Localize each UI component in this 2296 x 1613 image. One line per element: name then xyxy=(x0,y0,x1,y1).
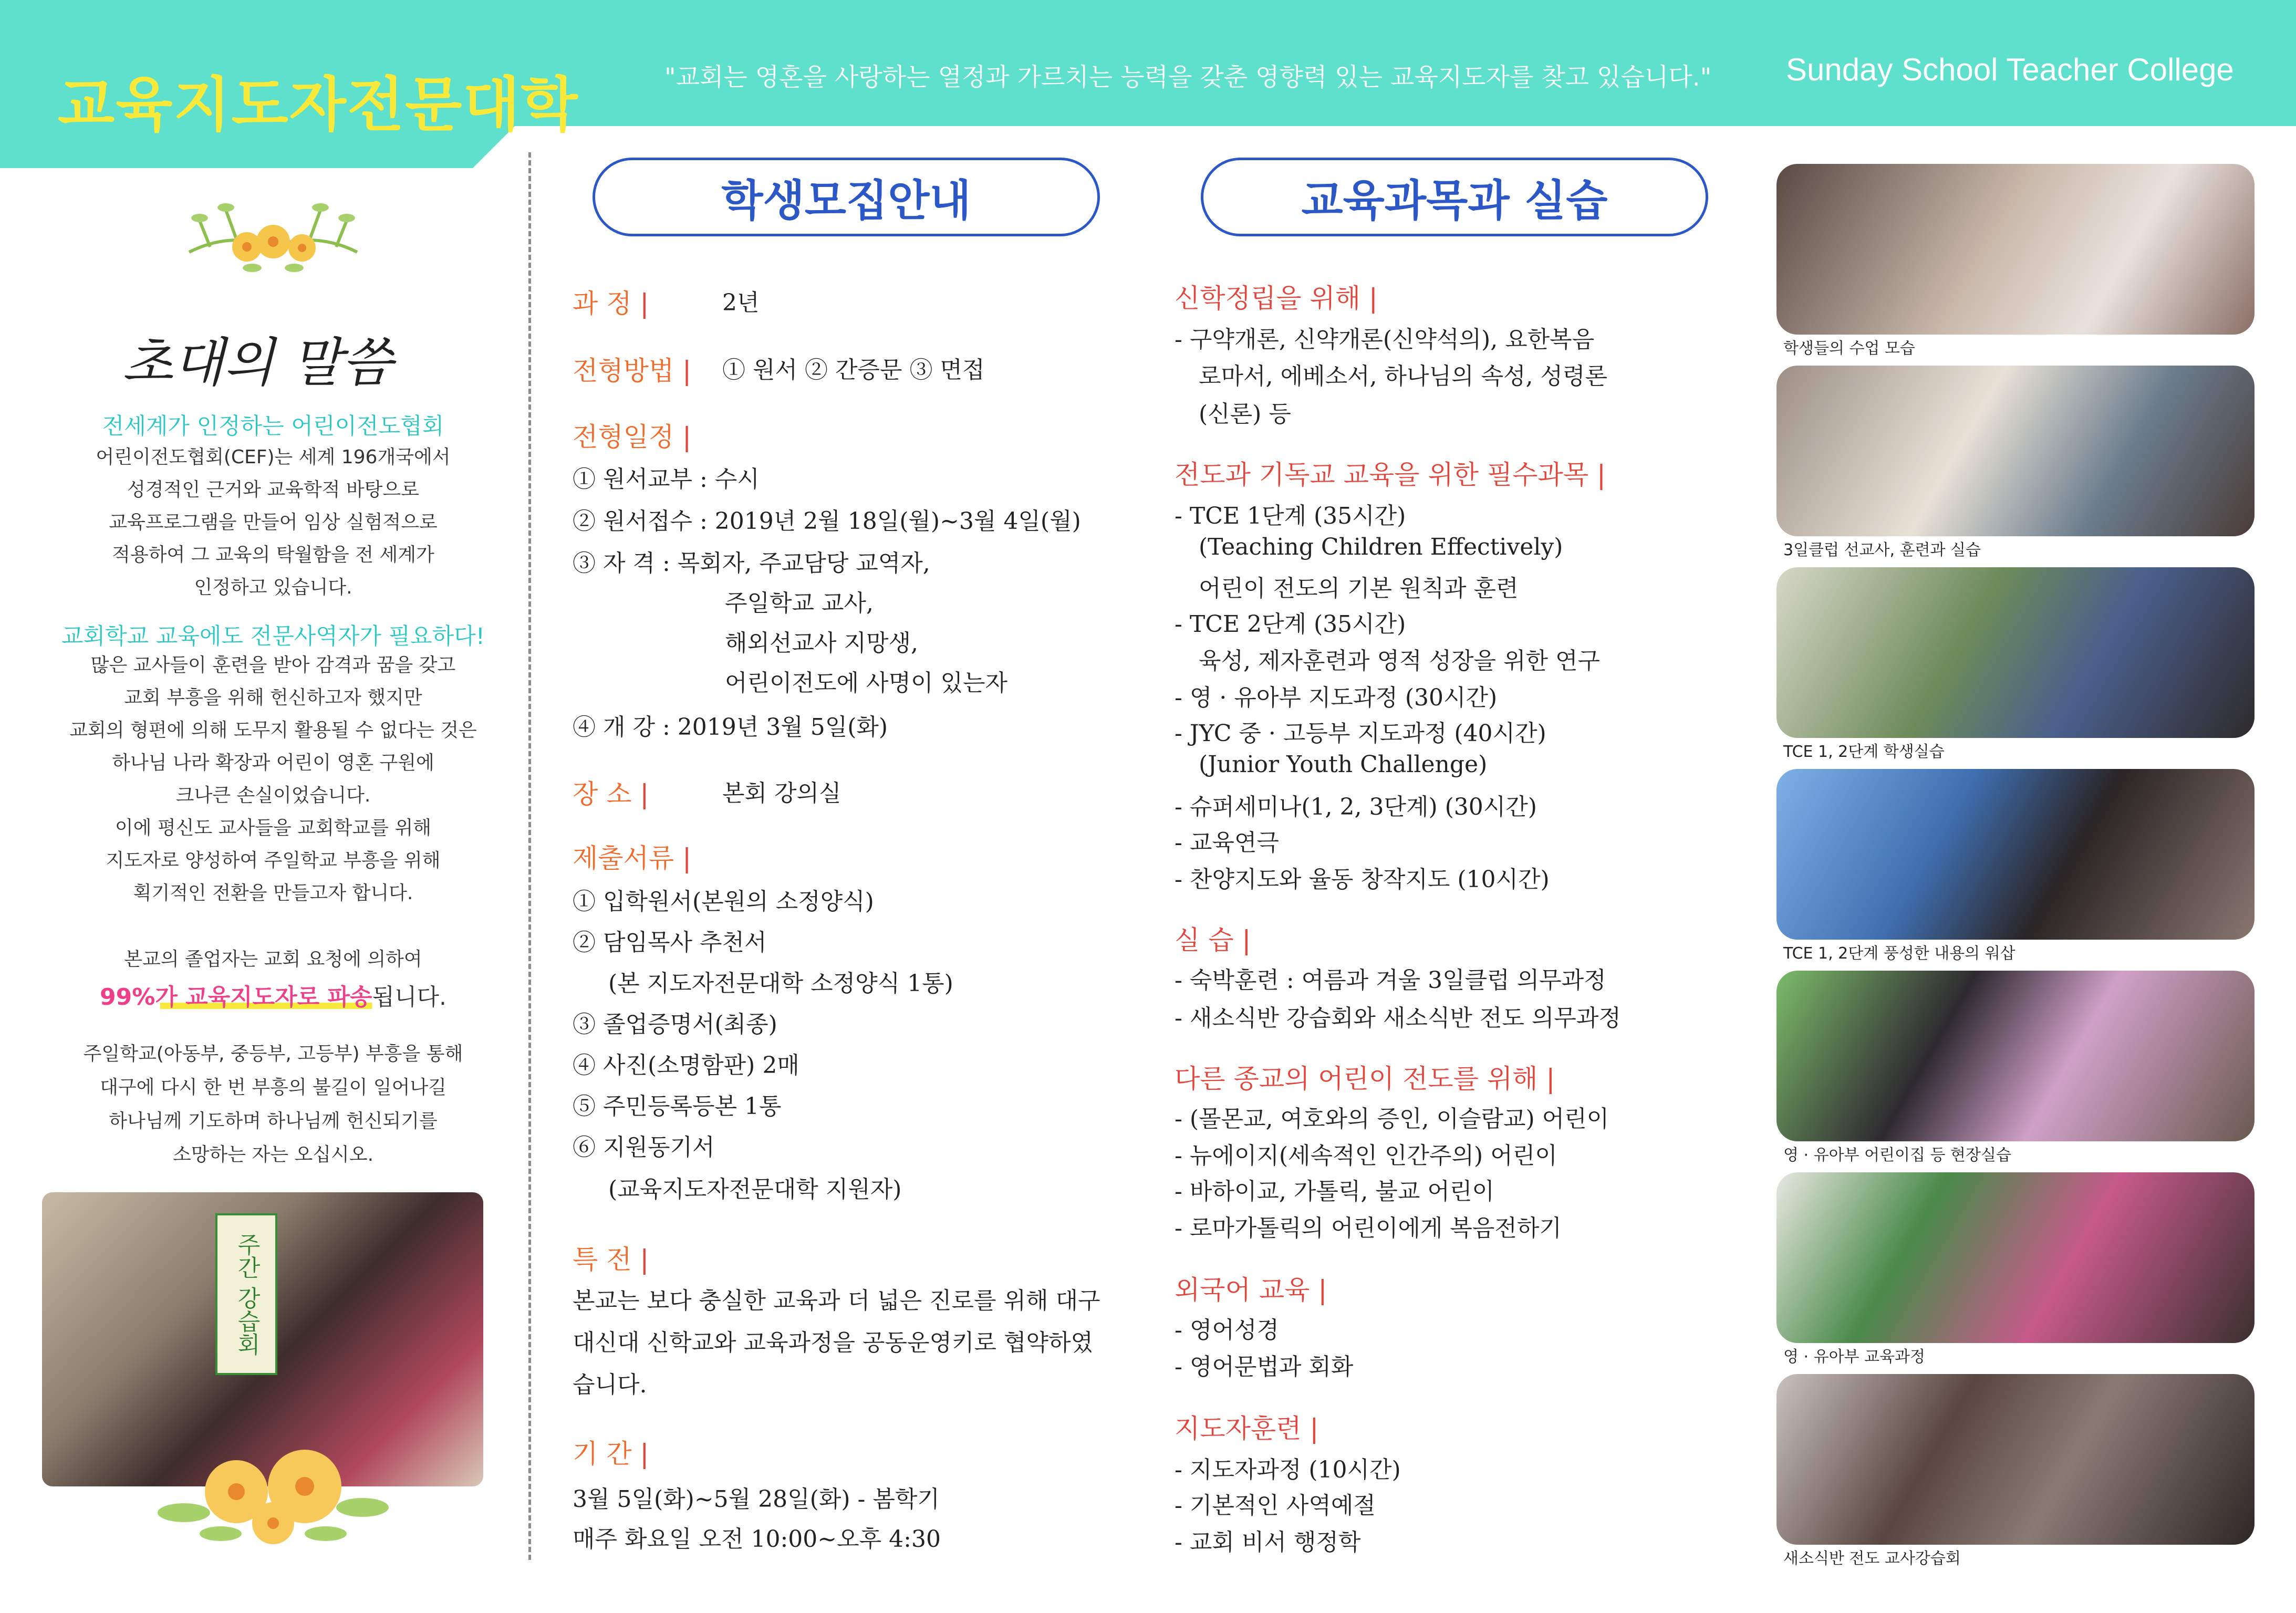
schedule-label-text: 전형일정 xyxy=(573,422,674,452)
tce-practice-photo xyxy=(1776,567,2255,738)
document-item: ① 입학원서(본원의 소정양식) xyxy=(573,888,874,915)
document-item: ⑤ 주민등록등본 1통 xyxy=(573,1093,782,1120)
photo-caption: TCE 1, 2단계 학생실습 xyxy=(1783,743,1945,761)
document-item: (본 지도자전문대학 소정양식 1통) xyxy=(608,970,953,997)
method-label-text: 전형방법 xyxy=(573,356,674,386)
required-line: 육성, 제자훈련과 영적 성장을 위한 연구 xyxy=(1199,648,1600,674)
required-line: - 영 · 유아부 지도과정 (30시간) xyxy=(1175,684,1498,711)
course-label: 과 정 | xyxy=(573,288,649,319)
feature-line: 대신대 신학교와 교육과정을 공동운영키로 협약하였 xyxy=(573,1329,1094,1356)
dashed-divider xyxy=(528,152,531,1560)
photo-caption: TCE 1, 2단계 풍성한 내용의 워삽 xyxy=(1783,944,2016,963)
feature-label-text: 특 전 xyxy=(573,1244,632,1275)
tce-workshop-photo xyxy=(1776,769,2255,940)
left-para2-line: 크나큰 손실이었습니다. xyxy=(175,785,371,806)
practice-line: - 새소식반 강습회와 새소식반 전도 의무과정 xyxy=(1175,1005,1621,1032)
document-item: ④ 사진(소명함판) 2매 xyxy=(573,1052,799,1079)
document-item: ③ 졸업증명서(최종) xyxy=(573,1011,777,1038)
left-para1-line: 어린이전도협회(CEF)는 세계 196개국에서 xyxy=(96,446,451,468)
preschool-course-photo xyxy=(1776,1172,2255,1343)
schedule-item: ④ 개 강 : 2019년 3월 5일(화) xyxy=(573,714,888,741)
left-para2-line: 획기적인 전환을 만들고자 합니다. xyxy=(133,882,413,904)
required-line: - TCE 2단계 (35시간) xyxy=(1175,611,1406,638)
section-other-religions: 다른 종교의 어린이 전도를 위해 | xyxy=(1175,1064,1555,1094)
method-value: ① 원서 ② 간증문 ③ 면접 xyxy=(722,357,985,383)
left-para2-line: 많은 교사들이 훈련을 받아 감격과 꿈을 갖고 xyxy=(90,654,456,676)
documents-label: 제출서류 | xyxy=(573,843,691,873)
left-para3-line: 주일학교(아동부, 중등부, 고등부) 부흥을 통해 xyxy=(83,1043,463,1065)
section-practice: 실 습 | xyxy=(1175,925,1251,955)
documents-label-text: 제출서류 xyxy=(573,843,674,873)
schedule-item: 주일학교 교사, xyxy=(725,590,874,617)
photo-caption: 학생들의 수업 모습 xyxy=(1783,339,1915,358)
required-line: - 슈퍼세미나(1, 2, 3단계) (30시간) xyxy=(1175,794,1537,820)
schedule-item: ③ 자 격 : 목회자, 주교담당 교역자, xyxy=(573,550,930,577)
english-name: Sunday School Teacher College xyxy=(1786,52,2234,87)
graduate-line: 본교의 졸업자는 교회 요청에 의하여 xyxy=(124,949,422,970)
course-value: 2년 xyxy=(722,289,760,316)
left-para1-line: 인정하고 있습니다. xyxy=(194,577,352,598)
preschool-field-photo xyxy=(1776,971,2255,1141)
other-religions-line: - 로마가톨릭의 어린이에게 복음전하기 xyxy=(1175,1215,1562,1242)
method-label: 전형방법 | xyxy=(573,356,691,386)
schedule-item: ① 원서교부 : 수시 xyxy=(573,466,760,493)
photo-caption: 영 · 유아부 교육과정 xyxy=(1783,1348,1925,1366)
other-religions-line: - 뉴에이지(세속적인 인간주의) 어린이 xyxy=(1175,1142,1557,1169)
section-leader-training: 지도자훈련 | xyxy=(1175,1413,1319,1444)
leader-training-line: - 교회 비서 행정학 xyxy=(1175,1529,1361,1556)
college-title: 교육지도자전문대학 xyxy=(58,71,579,139)
section-foreign-language-text: 외국어 교육 xyxy=(1175,1275,1310,1305)
place-label: 장 소 | xyxy=(573,779,649,809)
feature-line: 본교는 보다 충실한 교육과 더 넓은 진로를 위해 대구 xyxy=(573,1287,1100,1314)
foreign-language-line: - 영어문법과 회화 xyxy=(1175,1354,1354,1380)
left-para2-line: 교회의 형편에 의해 도무지 활용될 수 없다는 것은 xyxy=(69,720,477,741)
leader-training-line: - 지도자과정 (10시간) xyxy=(1175,1456,1401,1483)
left-para3-line: 하나님께 기도하며 하나님께 헌신되기를 xyxy=(109,1110,438,1132)
period-line: 3월 5일(화)~5월 28일(화) - 봄학기 xyxy=(573,1486,940,1513)
graduate-highlight: 99%가 교육지도자로 파송 xyxy=(100,984,372,1011)
flower-decoration-icon xyxy=(179,189,368,284)
other-religions-line: - 바하이교, 가톨릭, 불교 어린이 xyxy=(1175,1178,1494,1205)
required-line: - TCE 1단계 (35시간) xyxy=(1175,503,1406,529)
section-foreign-language: 외국어 교육 | xyxy=(1175,1275,1327,1305)
theology-line: (신론) 등 xyxy=(1199,401,1291,428)
section-required: 전도과 기독교 교육을 위한 필수과목 | xyxy=(1175,460,1606,490)
flower-decoration-bottom-icon xyxy=(152,1418,394,1555)
section-other-religions-text: 다른 종교의 어린이 전도를 위해 xyxy=(1175,1064,1538,1094)
photo-caption: 영 · 유아부 어린이집 등 현장실습 xyxy=(1783,1146,2011,1164)
theology-line: - 구약개론, 신약개론(신약석의), 요한복음 xyxy=(1175,326,1595,353)
left-para2-line: 이에 평신도 교사들을 교회학교를 위해 xyxy=(115,817,432,839)
practice-line: - 숙박훈련 : 여름과 겨울 3일클럽 의무과정 xyxy=(1175,967,1606,994)
required-line: (Teaching Children Effectively) xyxy=(1199,534,1563,560)
schedule-item: 해외선교사 지망생, xyxy=(725,630,919,657)
invitation-title: 초대의 말씀 xyxy=(122,332,393,393)
document-item: (교육지도자전문대학 지원자) xyxy=(608,1176,902,1203)
left-para3-line: 소망하는 자는 오십시오. xyxy=(172,1144,374,1165)
required-line: - JYC 중 · 고등부 지도과정 (40시간) xyxy=(1175,720,1546,747)
recruitment-title: 학생모집안내 xyxy=(593,158,1100,236)
other-religions-line: - (몰몬교, 여호와의 증인, 이슬람교) 어린이 xyxy=(1175,1106,1609,1132)
required-line: - 찬양지도와 율동 창작지도 (10시간) xyxy=(1175,866,1550,893)
document-item: ② 담임목사 추천서 xyxy=(573,929,767,956)
foreign-language-line: - 영어성경 xyxy=(1175,1317,1279,1344)
place-value: 본회 강의실 xyxy=(722,780,841,807)
period-label: 기 간 | xyxy=(573,1439,649,1469)
section-leader-training-text: 지도자훈련 xyxy=(1175,1413,1302,1444)
period-label-text: 기 간 xyxy=(573,1439,632,1469)
teacher-workshop-photo xyxy=(1776,1374,2255,1545)
schedule-item: 어린이전도에 사명이 있는자 xyxy=(725,670,1008,696)
curriculum-title: 교육과목과 실습 xyxy=(1201,158,1708,236)
document-item: ⑥ 지원동기서 xyxy=(573,1134,715,1161)
class-photo xyxy=(1776,164,2255,335)
leader-training-line: - 기본적인 사역예절 xyxy=(1175,1492,1376,1519)
graduate-highlight-line xyxy=(37,978,510,1012)
schedule-label: 전형일정 | xyxy=(573,422,691,452)
left-para2-line: 교회 부흥을 위해 헌신하고자 했지만 xyxy=(124,687,422,709)
left-para2-line: 하나님 나라 확장과 어린이 영혼 구원에 xyxy=(112,752,434,774)
left-para3-line: 대구에 다시 한 번 부흥의 불길이 일어나길 xyxy=(100,1077,446,1098)
section-required-text: 전도과 기독교 교육을 위한 필수과목 xyxy=(1175,460,1589,490)
left-para2-line: 지도자로 양성하여 주일학교 부흥을 위해 xyxy=(106,850,441,871)
section-practice-text: 실 습 xyxy=(1175,925,1234,955)
left-para1-line: 교육프로그램을 만들어 임상 실험적으로 xyxy=(109,512,438,533)
left-heading-cef: 전세계가 인정하는 어린이전도협회 xyxy=(102,413,444,440)
schedule-item: ② 원서접수 : 2019년 2월 18일(월)~3월 4일(월) xyxy=(573,508,1081,535)
period-line: 매주 화요일 오전 10:00~오후 4:30 xyxy=(573,1526,941,1553)
photo-banner: 주간 강습회 xyxy=(215,1213,277,1375)
theology-line: 로마서, 에베소서, 하나님의 속성, 성령론 xyxy=(1199,363,1607,390)
left-heading-need: 교회학교 교육에도 전문사역자가 필요하다! xyxy=(61,623,485,650)
required-line: 어린이 전도의 기본 원칙과 훈련 xyxy=(1199,575,1519,602)
required-line: - 교육연극 xyxy=(1175,829,1279,856)
header-quote: "교회는 영혼을 사랑하는 열정과 가르치는 능력을 갖춘 영향력 있는 교육지도자를 찾고 있습니다." xyxy=(664,63,1712,92)
photo-caption: 3일클럽 선교사, 훈련과 실습 xyxy=(1783,541,1981,559)
course-label-text: 과 정 xyxy=(573,288,632,319)
place-label-text: 장 소 xyxy=(573,779,632,809)
left-para1-line: 성경적인 근거와 교육학적 바탕으로 xyxy=(127,479,419,501)
graduate-suffix: 됩니다. xyxy=(372,984,446,1011)
feature-label: 특 전 | xyxy=(573,1244,649,1275)
required-line: (Junior Youth Challenge) xyxy=(1199,751,1488,778)
section-theology: 신학정립을 위해 | xyxy=(1175,283,1378,314)
section-theology-text: 신학정립을 위해 xyxy=(1175,283,1360,314)
left-para1-line: 적용하여 그 교육의 탁월함을 전 세계가 xyxy=(112,544,434,566)
club-training-photo xyxy=(1776,366,2255,536)
feature-line: 습니다. xyxy=(573,1371,647,1398)
photo-caption: 새소식반 전도 교사강습회 xyxy=(1783,1549,1961,1568)
